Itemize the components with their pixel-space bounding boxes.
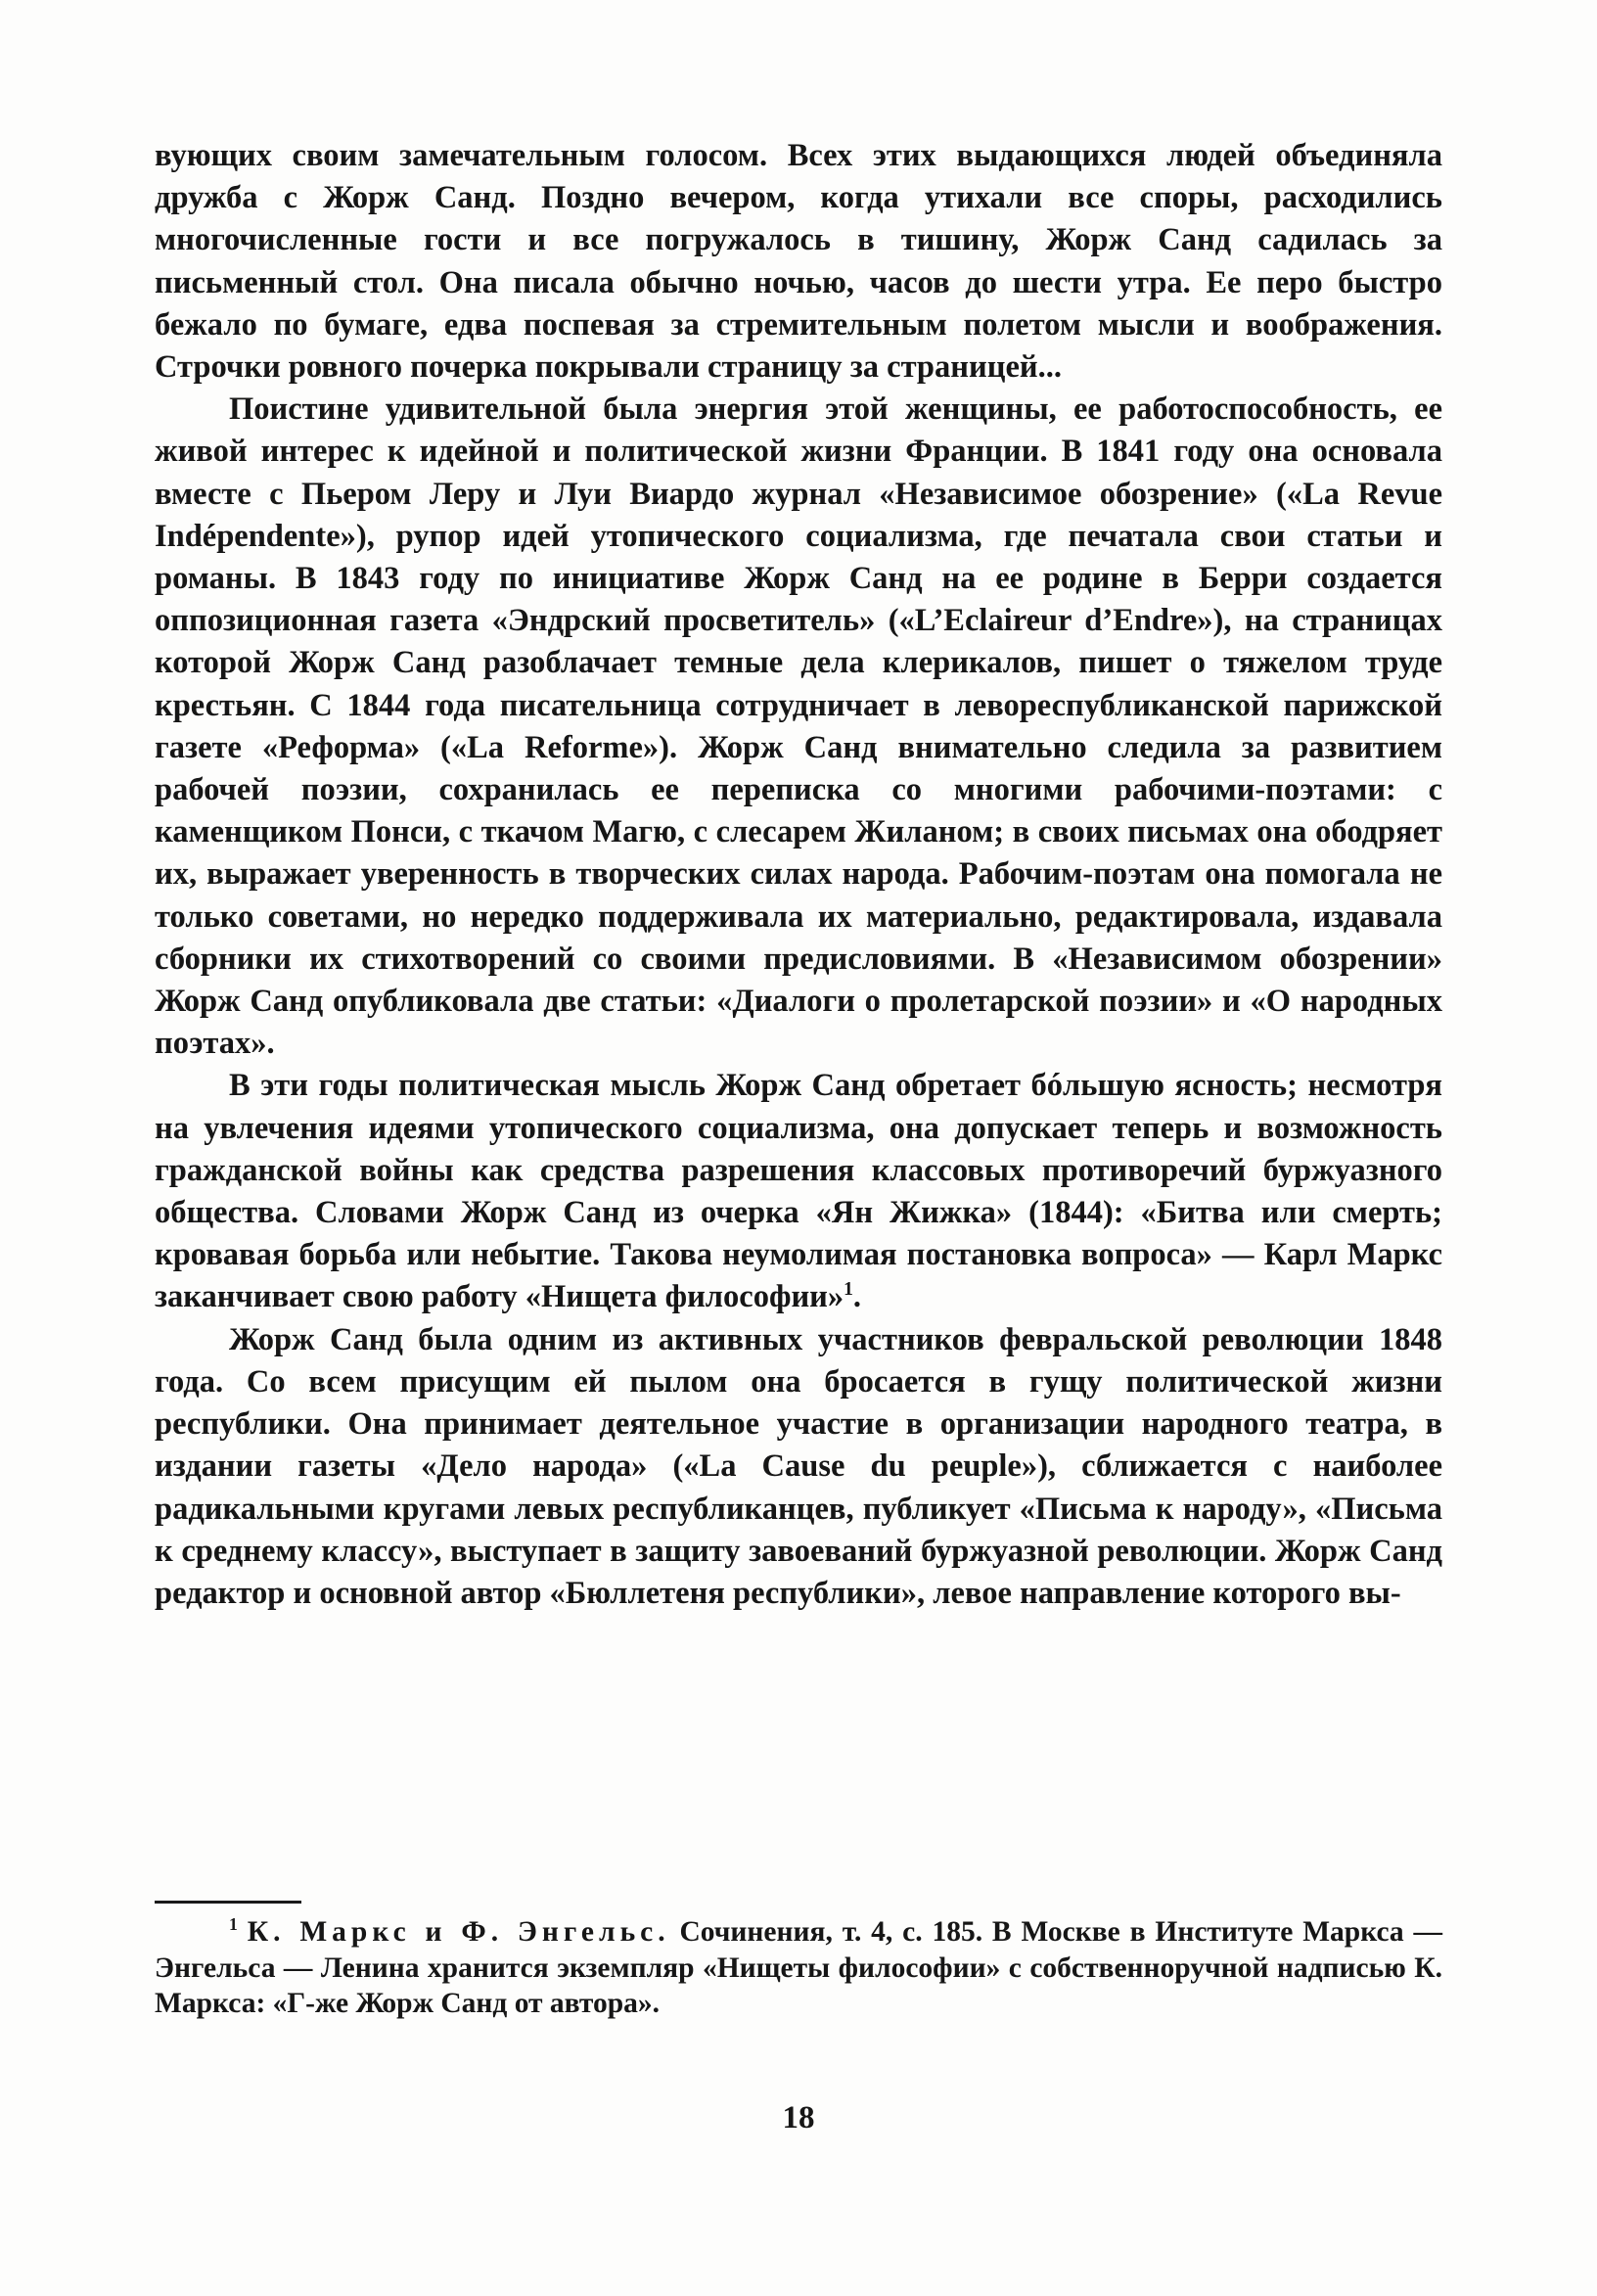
paragraph-3 (155, 1065, 1442, 1318)
footnote-authors: К. Маркс и Ф. Энгельс. (247, 1916, 670, 1948)
page-number: 18 (782, 2100, 815, 2135)
footnote (155, 1914, 1442, 2022)
paragraph-1: вующих своим замечательным голосом. Всех этих выдающихся людей объединяла дружба с Жорж Санд. Поздно вечером, когда утихали все споры, расходились многочисленные гости и все погружалось в тишину, Жорж Санд садилась за письменный стол. Она писала обычно ночью, часов до шести утра. Ее перо быстро бежало по бумаге, едва поспевая за стремительным полетом мысли и воображения. Строчки ровного почерка покрывали страницу за страницей... (155, 138, 1442, 386)
paragraph-4: Жорж Санд была одним из активных участников февральской революции 1848 года. Со всем присущим ей пылом она бросается в гущу политической жизни республики. Она принимает деятельное участие в организации народного театра, в издании газеты «Дело народа» («La Cause du peuple»), сближается с наиболее радикальными кругами левых республиканцев, публикует «Письма к народу», «Письма к среднему классу», выступает в защиту завоеваний буржуазной революции. Жорж Санд редактор и основной автор «Бюллетеня республики», левое направление которого вы- (155, 1321, 1442, 1611)
footnote-divider (155, 1901, 301, 1904)
body-text (155, 135, 1442, 1615)
paragraph-2: Поистине удивительной была энергия этой женщины, ее работоспособность, ее живой интерес к идейной и политической жизни Франции. В 1841 году она основала вместе с Пьером Леру и Луи Виардо журнал «Независимое обозрение» («La Revue Indépendente»), рупор идей утопического социализма, где печатала свои статьи и романы. В 1843 году по инициативе Жорж Санд на ее родине в Берри создается оппозиционная газета «Эндрский просветитель» («L’Eclaireur d’Endre»), на страницах которой Жорж Санд разоблачает темные дела клерикалов, пишет о тяжелом труде крестьян. С 1844 года писательница сотрудничает в левореспубликанской парижской газете «Реформа» («La Reforme»). Жорж Санд внимательно следила за развитием рабочей поэзии, сохранилась ее переписка со многими рабочими-поэтами: с каменщиком Понси, с ткачом Магю, с слесарем Жиланом; в своих письмах она ободряет их, выражает уверенность в творческих силах народа. Рабочим-поэтам она помогала не только советами, но нередко поддерживала их материально, редактировала, издавала сборники их стихотворений со своими предисловиями. В «Независимом обозрении» Жорж Санд опубликовала две статьи: «Диалоги о пролетарской поэзии» и «О народных поэтах». (155, 391, 1442, 1062)
paragraph-3-end: . (852, 1279, 862, 1315)
footnote-text: Сочинения, т. 4, с. 185. В Москве в Институте Маркса — Энгельса — Ленина хранится экземпляр «Нищеты философии» с собственноручной надписью К. Маркса: «Г-же Жорж Санд от автора». (155, 1916, 1443, 2019)
paragraph-3-text: В эти годы политическая мысль Жорж Санд обретает бóльшую ясность; несмотря на увлечения идеями утопического социализма, она допускает теперь и возможность гражданской войны как средства разрешения классовых противоречий буржуазного общества. Словами Жорж Санд из очерка «Ян Жижка» (1844): «Битва или смерть; кровавая борьба или небытие. Такова неумолимая постановка вопроса» — Карл Маркс заканчивает свою работу «Нищета философии» (155, 1068, 1442, 1315)
footnote-reference[interactable]: 1 (844, 1279, 853, 1301)
footnote-marker: 1 (229, 1914, 238, 1935)
